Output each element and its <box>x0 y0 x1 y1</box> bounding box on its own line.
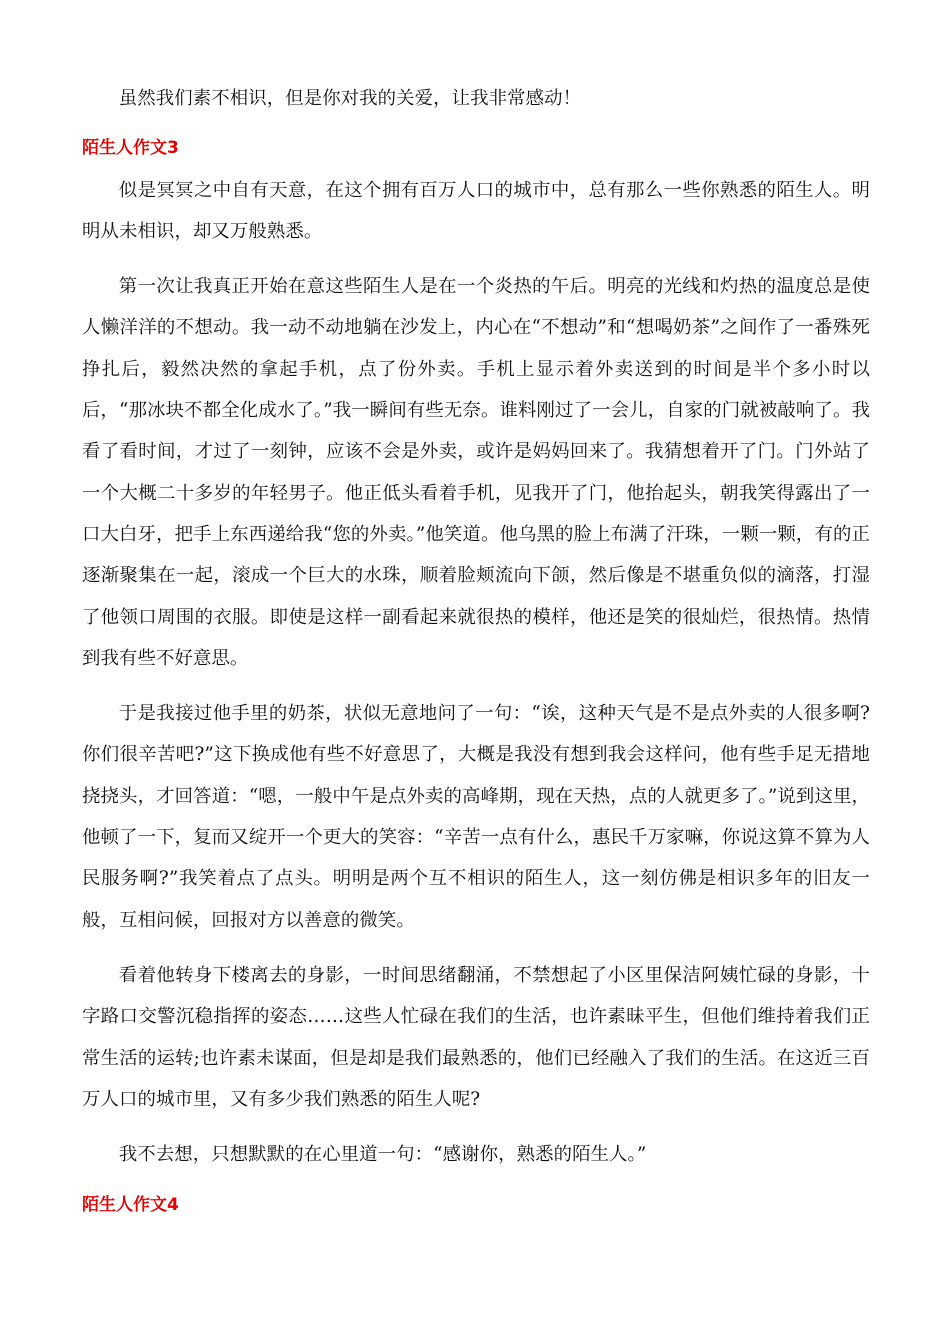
paragraph-1: 似是冥冥之中自有天意，在这个拥有百万人口的城市中，总有那么一些你熟悉的陌生人。明明从未相识，却又万般熟悉。 <box>82 179 870 242</box>
paragraph-2: 第一次让我真正开始在意这些陌生人是在一个炎热的午后。明亮的光线和灼热的温度总是使人懒洋洋的不想动。我一动不动地躺在沙发上，内心在“不想动”和“想喝奶茶”之间作了一番殊死挣扎后，毅然决然的拿起手机，点了份外卖。手机上显示着外卖送到的时间是半个多小时以后，“那冰块不都全化成水了。”我一瞬间有些无奈。谁料刚过了一会儿，自家的门就被敲响了。我看了看时间，才过了一刻钟，应该不会是外卖，或许是妈妈回来了。我猜想着开了门。门外站了一个大概二十多岁的年轻男子。他正低头看着手机，见我开了门，他抬起头，朝我笑得露出了一口大白牙，把手上东西递给我“您的外卖。”他笑道。他乌黑的脸上布满了汗珠，一颗一颗，有的正逐渐聚集在一起，滚成一个巨大的水珠，顺着脸颊流向下颌，然后像是不堪重负似的滴落，打湿了他领口周围的衣服。即使是这样一副看起来就很热的模样，他还是笑的很灿烂，很热情。热情到我有些不好意思。 <box>82 276 870 669</box>
section-heading-3: 陌生人作文3 <box>82 138 179 159</box>
paragraph-4: 看着他转身下楼离去的身影，一时间思绪翻涌，不禁想起了小区里保洁阿姨忙碌的身影，十字路口交警沉稳指挥的姿态……这些人忙碌在我们的生活，也许素昧平生，但他们维持着我们正常生活的运转;也许素未谋面，但是却是我们最熟悉的，他们已经融入了我们的生活。在这近三百万人口的城市里，又有多少我们熟悉的陌生人呢? <box>82 964 870 1110</box>
paragraph-5: 我不去想，只想默默的在心里道一句：“感谢你，熟悉的陌生人。” <box>118 1144 647 1166</box>
document-page <box>82 78 870 1227</box>
intro-paragraph: 虽然我们素不相识，但是你对我的关爱，让我非常感动！ <box>118 88 582 109</box>
paragraph-3: 于是我接过他手里的奶茶，状似无意地问了一句：“诶，这种天气是不是点外卖的人很多啊?你们很辛苦吧?”这下换成他有些不好意思了，大概是我没有想到我会这样问，他有些手足无措地挠挠头，才回答道：“嗯，一般中午是点外卖的高峰期，现在天热，点的人就更多了。”说到这里，他顿了一下，复而又绽开一个更大的笑容：“辛苦一点有什么，惠民千万家嘛，你说这算不算为人民服务啊?”我笑着点了点头。明明是两个互不相识的陌生人，这一刻仿佛是相识多年的旧友一般，互相问候，回报对方以善意的微笑。 <box>82 703 870 931</box>
section-heading-4: 陌生人作文4 <box>82 1195 179 1216</box>
